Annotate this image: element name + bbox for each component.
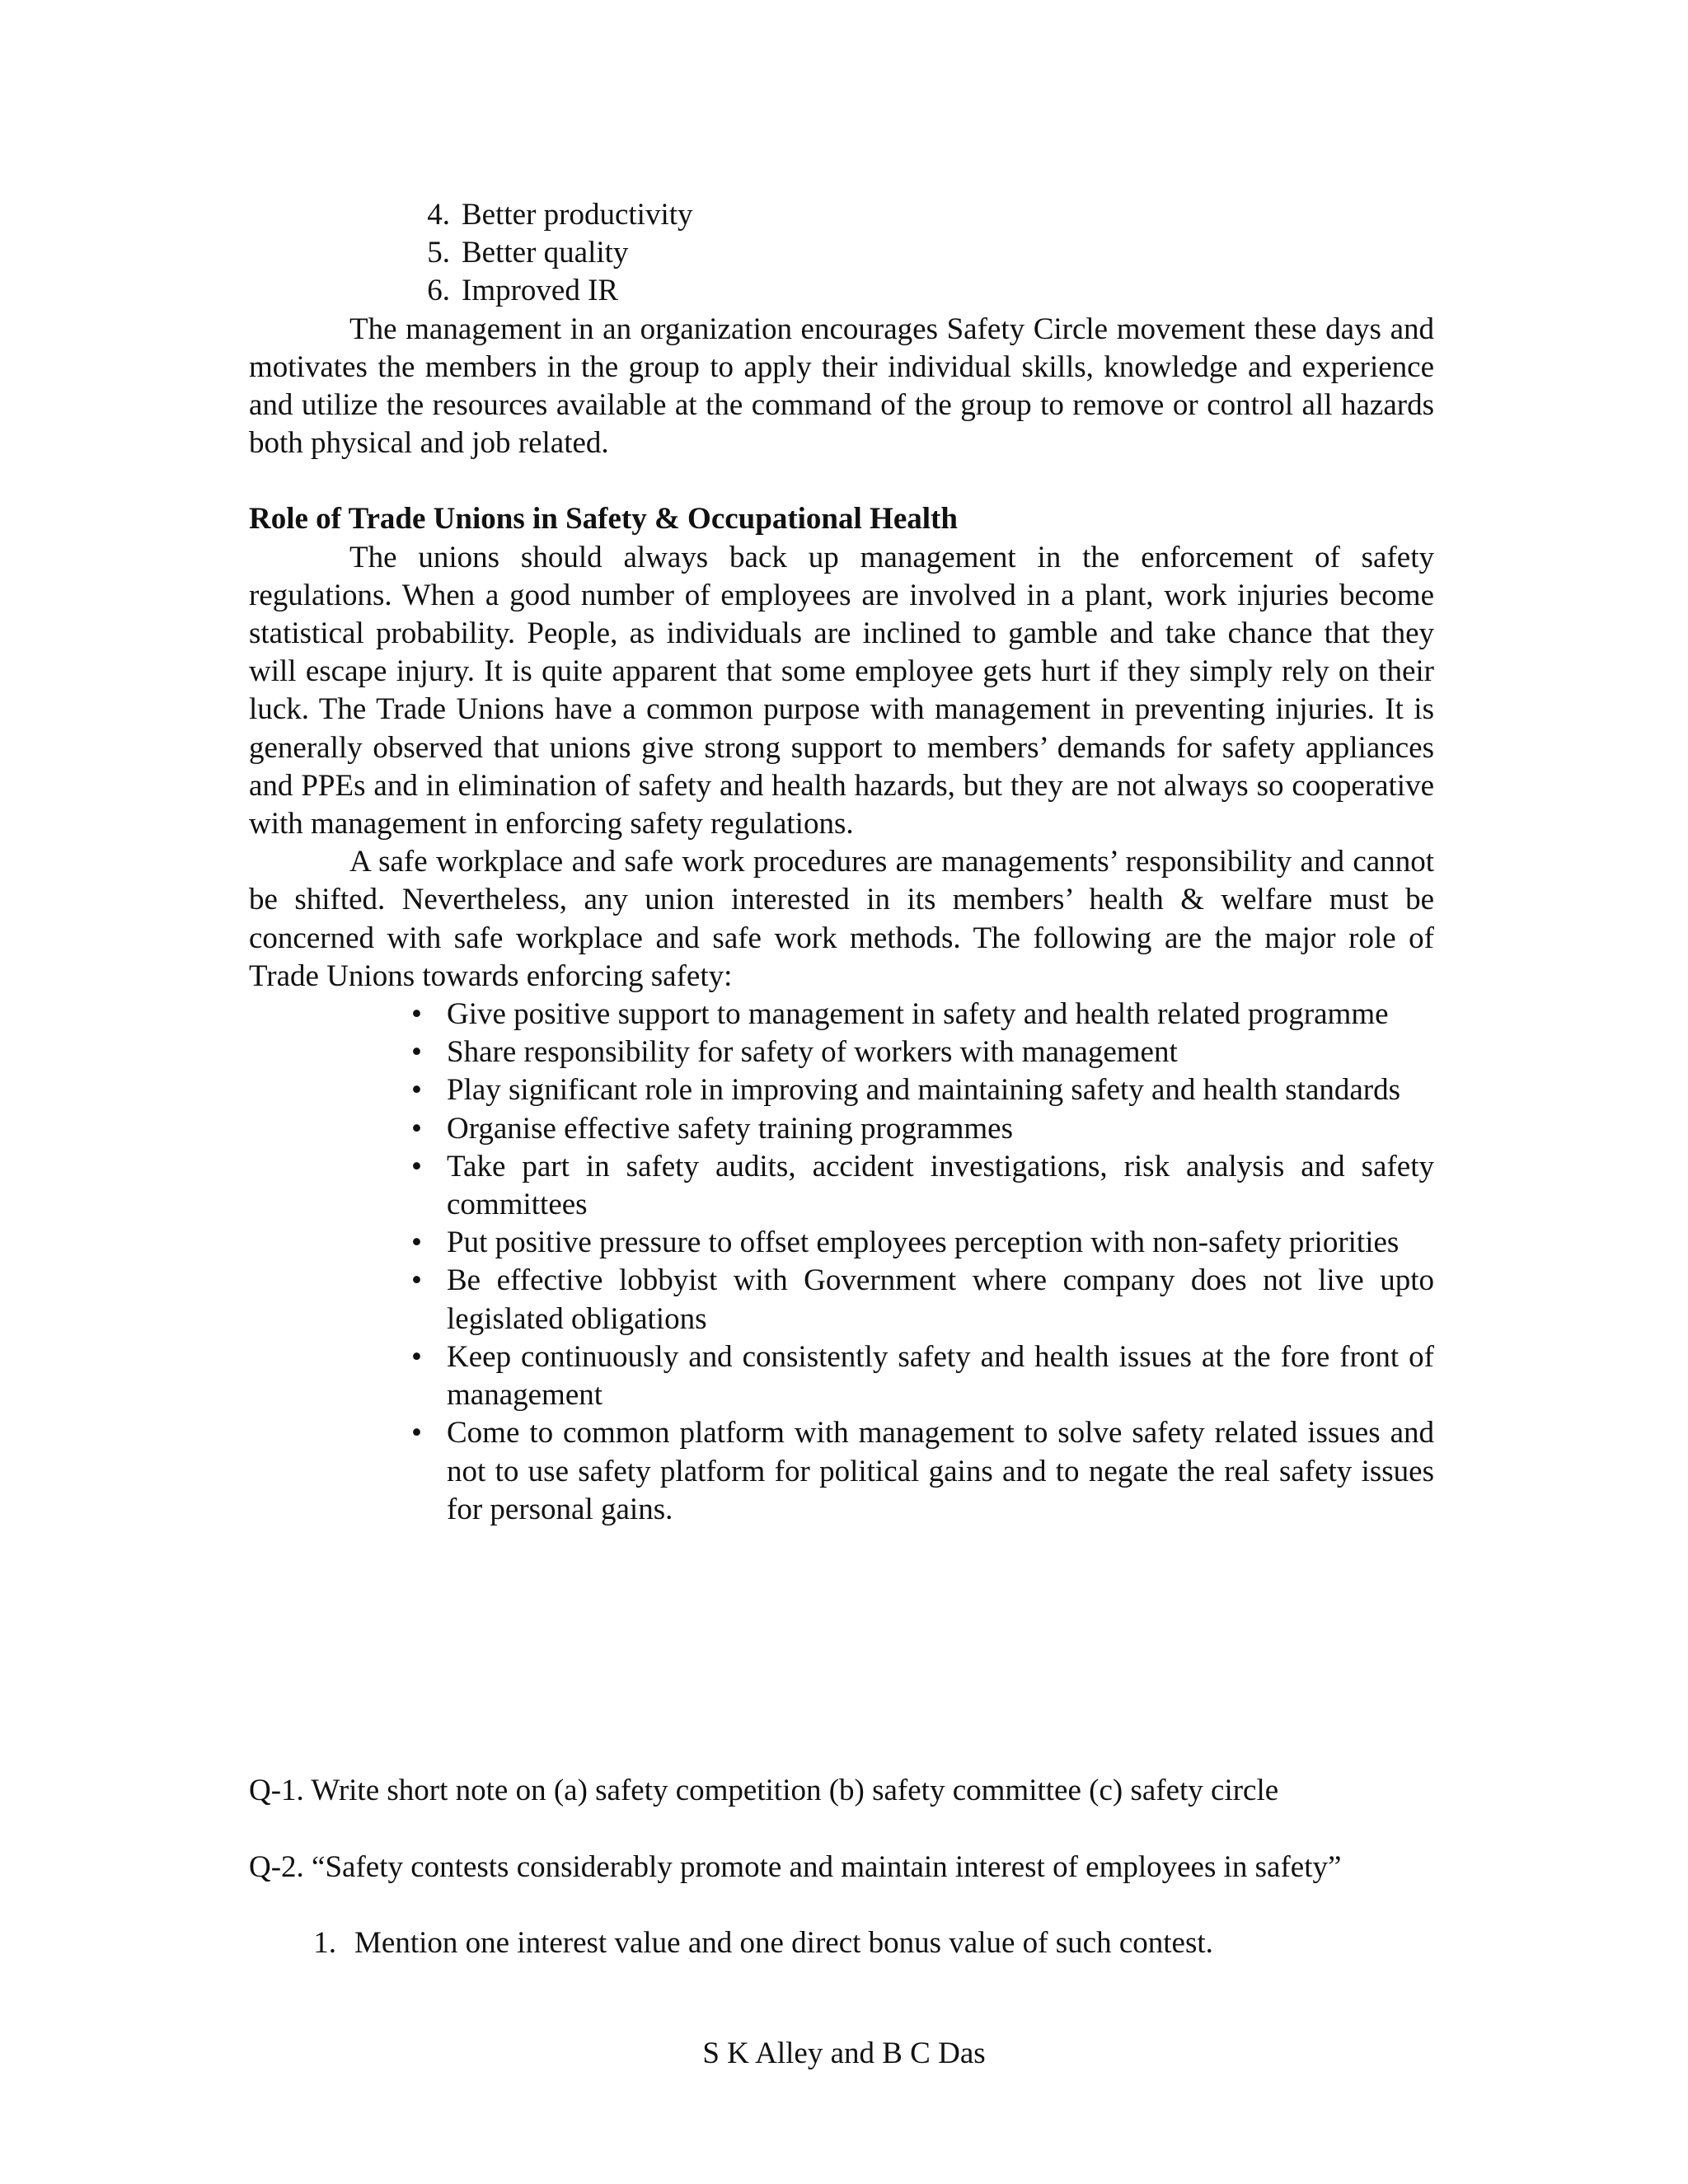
- paragraph-unions-role: The unions should always back up management in the enforcement of safety regulations. When a good number of employees are involved in a plant, work injuries become statistical probability. People, as individuals are inclined to gamble and take chance that they will escape injury. It is quite apparent that some employee gets hurt if they simply rely on their luck. The Trade Unions have a common purpose with management in preventing injuries. It is generally observed that unions give strong support to members’ demands for safety appliances and PPEs and in elimination of safety and health hazards, but they are not always so cooperative with management in enforcing safety regulations.: [249, 540, 1434, 841]
- bullet-item: [249, 1148, 1434, 1224]
- bullet-text: Put positive pressure to offset employees perception with non-safety priorities: [447, 1226, 1400, 1260]
- bullet-icon: •: [411, 1111, 422, 1146]
- bullet-text: Play significant role in improving and maintaining safety and health standards: [447, 1073, 1401, 1108]
- bullet-item: [249, 1262, 1434, 1338]
- bullet-text: Take part in safety audits, accident investigations, risk analysis and safety committees: [447, 1149, 1434, 1222]
- bullet-text: Be effective lobbyist with Government where company does not live upto legislated obligations: [447, 1263, 1434, 1336]
- paragraph-safety-circle: The management in an organization encourages Safety Circle movement these days and motivates the members in the group to apply their individual skills, knowledge and experience and utilize the resources available at the command of the group to remove or control all hazards both physical and job related.: [249, 312, 1434, 461]
- document-body: [249, 196, 1434, 1529]
- list-item: [249, 196, 1434, 234]
- bullet-item: [249, 1110, 1434, 1148]
- bullet-item: [249, 1071, 1434, 1109]
- list-number: 5.: [427, 236, 450, 270]
- list-number: 6.: [427, 274, 450, 308]
- bullet-item: [249, 996, 1434, 1033]
- bullet-icon: •: [411, 1073, 422, 1108]
- bullet-item: [249, 1224, 1434, 1262]
- section-heading: Role of Trade Unions in Safety & Occupational Health: [249, 502, 958, 537]
- question-1: Q-1. Write short note on (a) safety competition (b) safety committee (c) safety circle: [249, 1774, 1279, 1807]
- bullet-icon: •: [411, 1149, 422, 1183]
- bullet-text: Give positive support to management in safety and health related programme: [447, 997, 1389, 1032]
- bullet-icon: •: [411, 1226, 422, 1260]
- list-text: Better productivity: [462, 198, 693, 232]
- bullet-text: Keep continuously and consistently safety and health issues at the fore front of management: [447, 1339, 1434, 1413]
- bullet-icon: •: [411, 1263, 422, 1298]
- bullet-text: Share responsibility for safety of workers with management: [447, 1035, 1178, 1070]
- list-number: 4.: [427, 198, 450, 232]
- bullet-icon: •: [411, 997, 422, 1032]
- bullet-icon: •: [411, 1035, 422, 1070]
- bullet-list: [249, 996, 1434, 1529]
- paragraph-safe-workplace: A safe workplace and safe work procedures are managements’ responsibility and cannot be shifted. Nevertheless, any union interested in its members’ health & welfare must be concerned with safe workplace and safe work methods. The following are the major role of Trade Unions towards enforcing safety:: [249, 845, 1434, 993]
- sub-item-number: 1.: [313, 1926, 336, 1960]
- bullet-icon: •: [411, 1416, 422, 1451]
- bullet-item: [249, 1033, 1434, 1071]
- page-footer: S K Alley and B C Das: [702, 2036, 986, 2070]
- bullet-item: [249, 1338, 1434, 1414]
- bullet-icon: •: [411, 1339, 422, 1374]
- bullet-item: [249, 1414, 1434, 1529]
- list-item: [249, 272, 1434, 310]
- question-sub-item: [249, 1924, 1213, 1962]
- question-2: Q-2. “Safety contests considerably promote and maintain interest of employees in safety”: [249, 1850, 1342, 1884]
- sub-item-text: Mention one interest value and one direct bonus value of such contest.: [354, 1926, 1213, 1960]
- list-text: Better quality: [462, 236, 629, 270]
- list-item: [249, 234, 1434, 272]
- numbered-list: [249, 196, 1434, 311]
- bullet-text: Come to common platform with management to solve safety related issues and not to use safety platform for political gains and to negate the real safety issues for personal gains.: [447, 1416, 1434, 1526]
- bullet-text: Organise effective safety training programmes: [447, 1111, 1013, 1146]
- list-text: Improved IR: [462, 274, 619, 308]
